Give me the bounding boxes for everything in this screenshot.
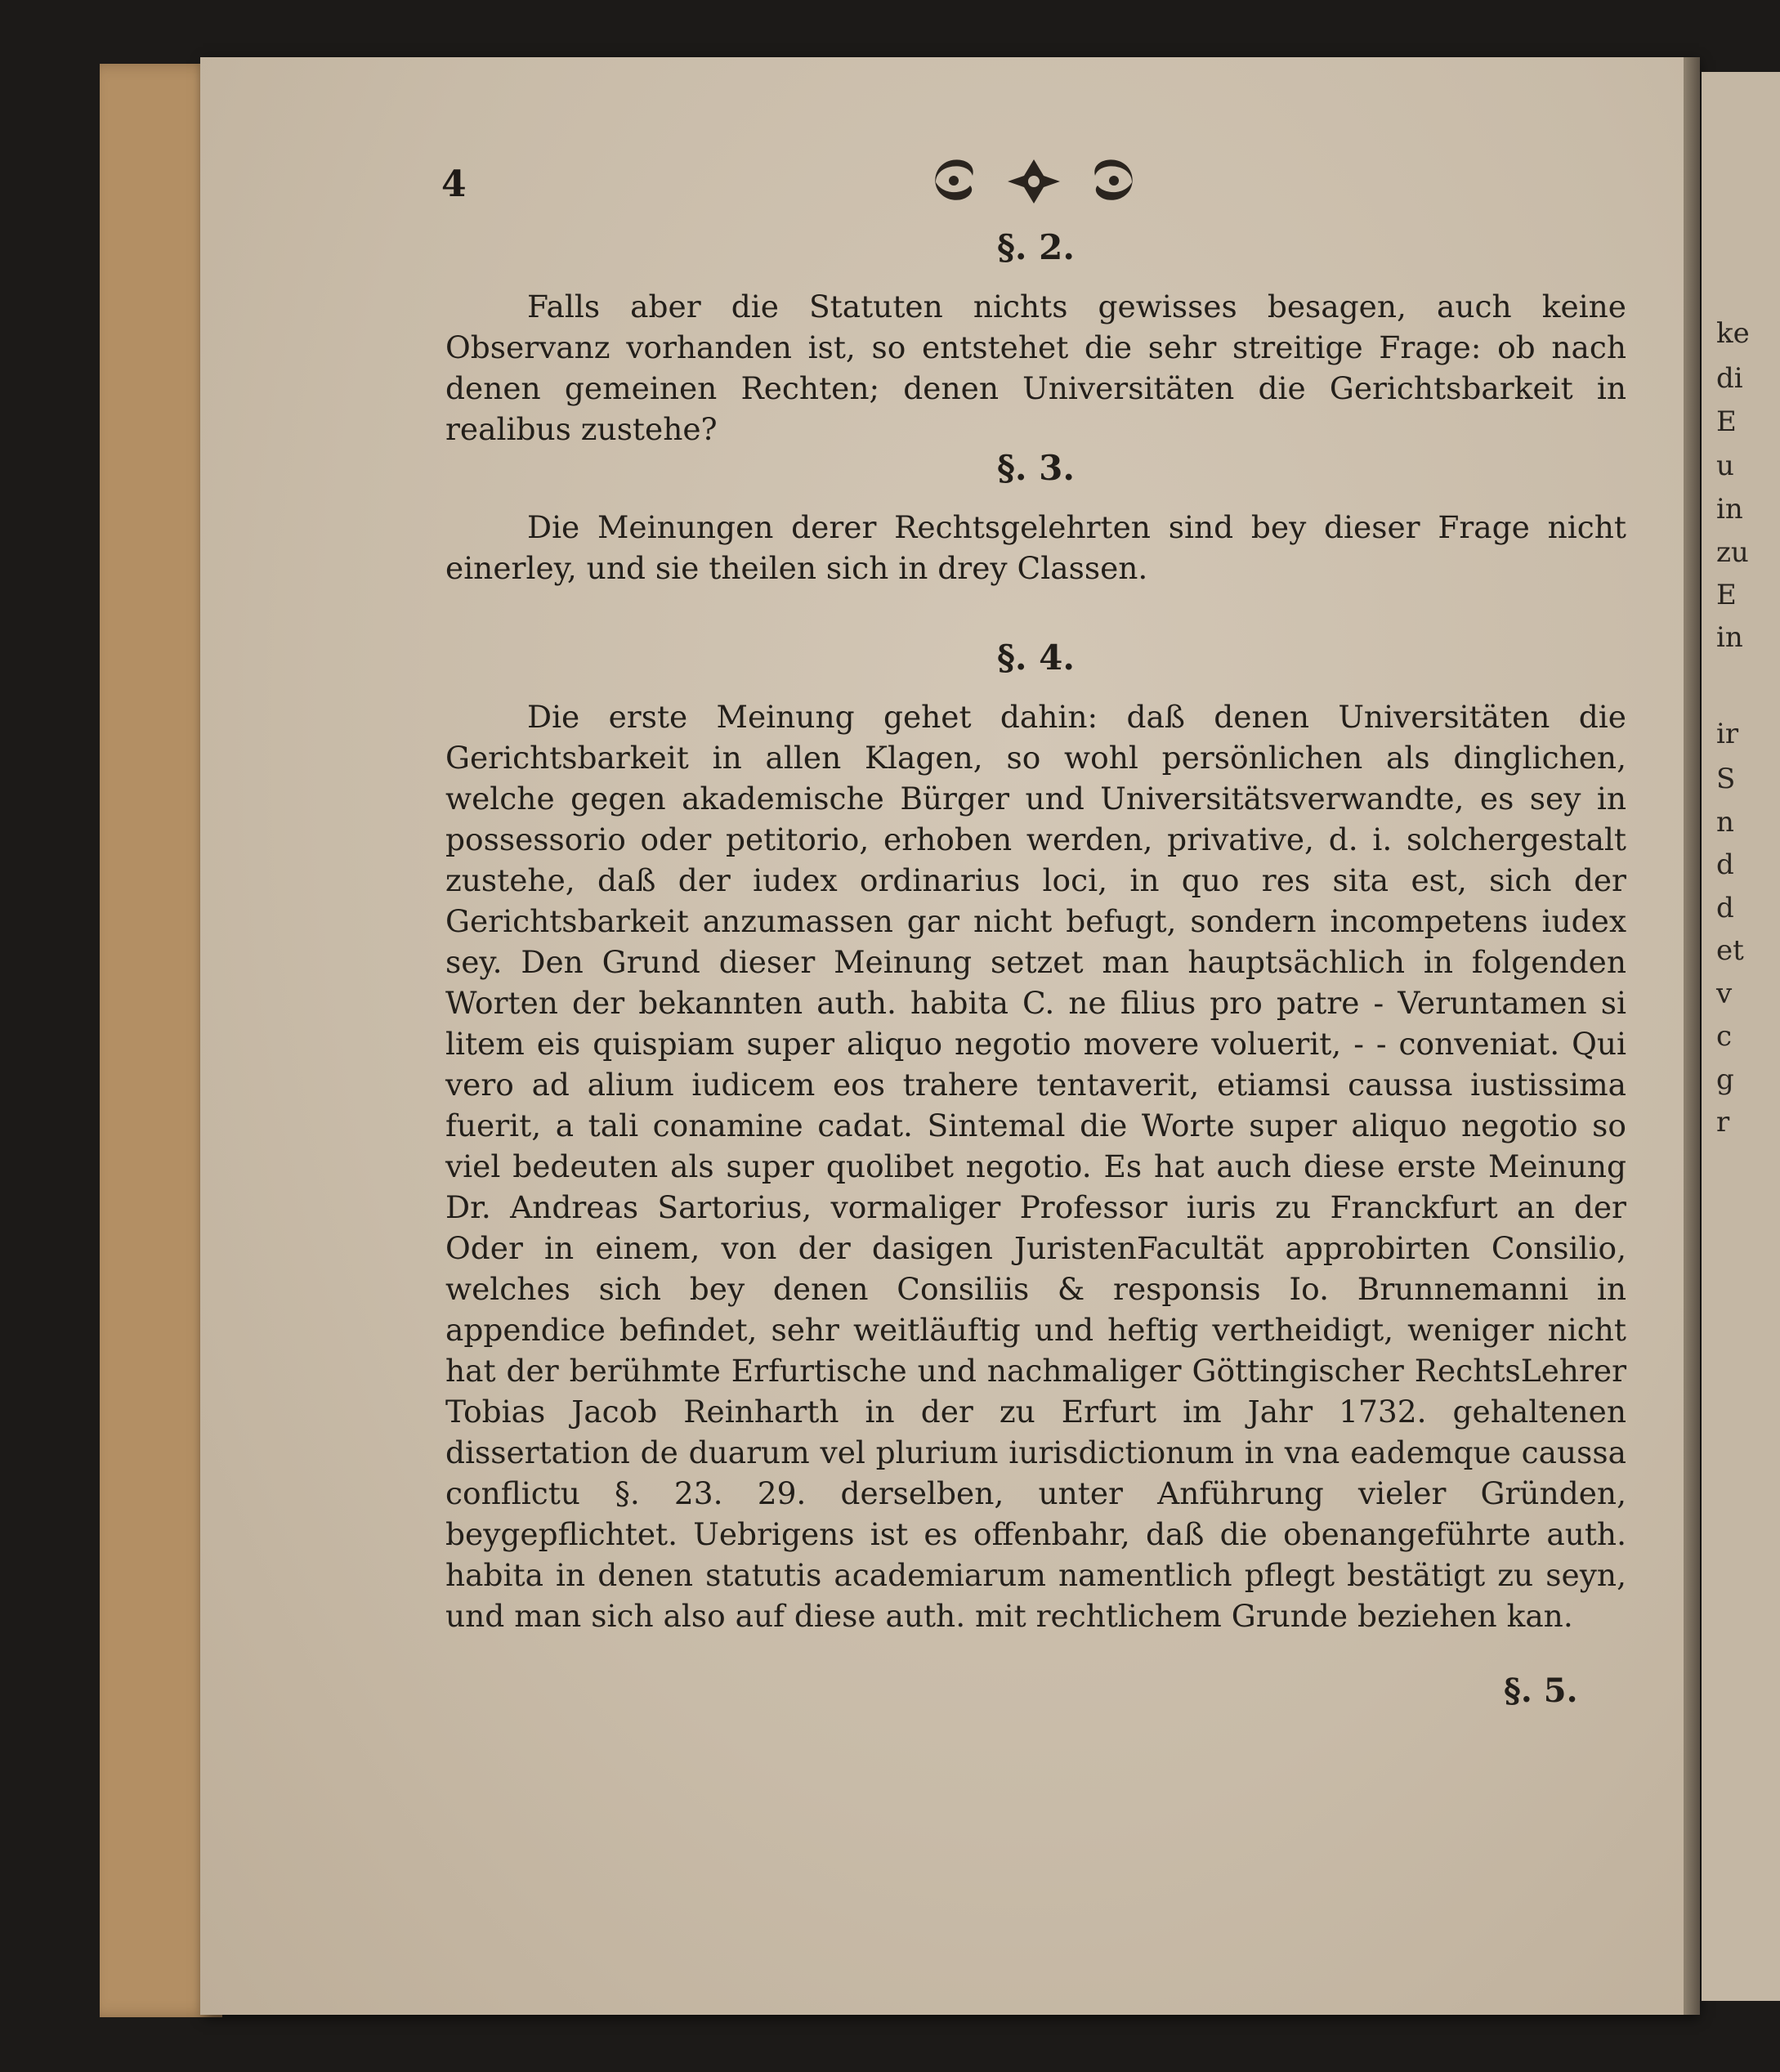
- catchword: §. 5.: [1504, 1671, 1578, 1710]
- facing-text: g: [1716, 1063, 1734, 1096]
- book-gutter: [1684, 57, 1700, 2015]
- ornamental-header-icon: [919, 151, 1148, 213]
- section-heading: §. 2.: [996, 227, 1076, 267]
- facing-text: r: [1716, 1106, 1730, 1139]
- facing-text: et: [1716, 934, 1744, 967]
- section-paragraph: Falls aber die Statuten nichts gewisses besagen, auch keine Observanz vorhanden ist, so entstehet die sehr streitige Frage: ob nach denen gemeinen Rechten; denen Universitäten die Gerichtsbarkeit in realibus zustehe?: [445, 289, 1626, 447]
- facing-text: c: [1716, 1020, 1733, 1053]
- page-number: 4: [441, 163, 467, 205]
- facing-text: n: [1716, 806, 1734, 839]
- facing-page-fragment: [1702, 72, 1780, 2001]
- facing-text: E: [1716, 579, 1737, 611]
- facing-text: in: [1716, 493, 1743, 526]
- facing-text: ke: [1716, 317, 1750, 350]
- facing-text: ir: [1716, 718, 1739, 750]
- facing-text: zu: [1716, 536, 1749, 569]
- section-heading: §. 4.: [996, 638, 1076, 678]
- section-heading: §. 3.: [996, 448, 1076, 488]
- facing-text: d: [1716, 848, 1734, 881]
- facing-text: d: [1716, 892, 1734, 924]
- facing-text: E: [1716, 405, 1737, 438]
- section-paragraph: Die erste Meinung gehet dahin: daß denen Universitäten die Gerichtsbarkeit in allen Klagen, so wohl persönlichen als dinglichen, welche gegen akademische Bürger und Universitätsverwandte, es sey in possessorio oder petitorio, erhoben werden, privative, d. i. solchergestalt zustehe, daß der iudex ordinarius loci, in quo res sita est, sich der Gerichtsbarkeit anzumassen gar nicht befugt, sondern incompetens iudex sey. Den Grund dieser Meinung setzet man hauptsächlich in folgenden Worten der bekannten auth. habita C. ne filius pro patre - Veruntamen si litem eis quispiam super aliquo negotio movere voluerit, - - conveniat. Qui vero ad alium iudicem eos trahere tentaverit, etiamsi caussa iustissima fuerit, a tali conamine cadat. Sintemal die Worte super aliquo negotio so viel bedeuten als super quolibet negotio. Es hat auch diese erste Meinung Dr. Andreas Sartorius, vormaliger Professor iuris zu Franckfurt an der Oder in einem, von der dasigen JuristenFacultät approbirten Consilio, welches sich bey denen Consiliis & responsis Io. Brunnemanni in appendice befindet, sehr weitläuftig und heftig vertheidigt, weniger nicht hat der berühmte Erfurtische und nachmaliger Göttingischer RechtsLehrer Tobias Jacob Reinharth in der zu Erfurt im Jahr 1732. gehaltenen dissertation de duarum vel plurium iurisdictionum in vna eademque caussa conflictu §. 23. 29. derselben, unter Anführung vieler Gründen, beygepflichtet. Uebrigens ist es offenbahr, daß die obenangeführte auth. habita in denen statutis academiarum namentlich pflegt bestätigt zu seyn, und man sich also auf diese auth. mit rechtlichem Grunde beziehen kan.: [445, 699, 1626, 1634]
- facing-text: u: [1716, 450, 1734, 482]
- facing-text: in: [1716, 621, 1743, 654]
- facing-text: v: [1716, 978, 1733, 1010]
- section-paragraph: Die Meinungen derer Rechtsgelehrten sind bey dieser Frage nicht einerley, und sie theilen sich in drey Classen.: [445, 509, 1626, 586]
- facing-text: S: [1716, 763, 1736, 795]
- facing-text: di: [1716, 362, 1743, 395]
